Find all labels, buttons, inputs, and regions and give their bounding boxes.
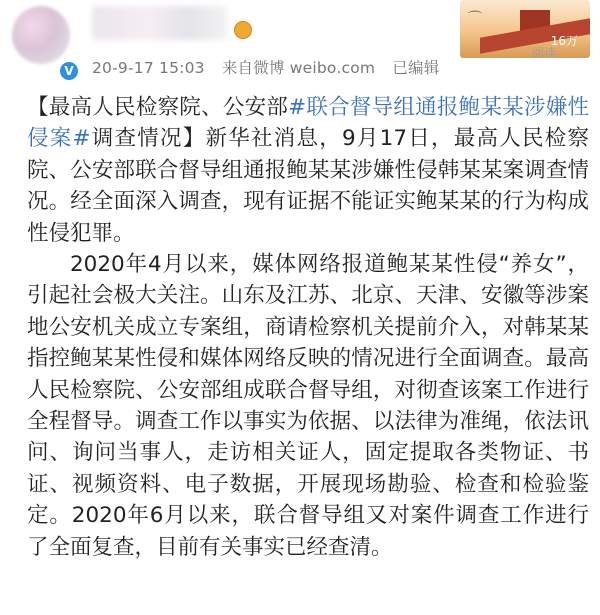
paragraph-1 <box>27 92 589 249</box>
vip-crown-icon <box>234 21 252 39</box>
verified-badge-icon: V <box>58 60 80 82</box>
post-meta <box>92 56 451 78</box>
username-blurred[interactable] <box>92 6 227 40</box>
paragraph-2: 2020年4月以来，媒体网络报道鲍某某性侵“养女”，引起社会极大关注。山东及江苏、北京、天津、安徽等涉案地公安机关成立专案组，商请检察机关提前介入，对韩某某指控鲍某某性侵和媒体网络反映的情况进行全面调查。最高人民检察院、公安部组成联合督导组，对彻查该案工作进行全程督导。调查工作以事实为依据、以法律为准绳，依法讯问、询问当事人，走访相关证人，固定提取各类物证、书证、视频资料、电子数据，开展现场勘验、检查和检验鉴定。2020年6月以来，联合督导组又对案件调查工作进行了全面复查，目前有关事实已经查清。 <box>27 252 589 560</box>
avatar[interactable] <box>12 6 70 64</box>
post-source: 来自微博 weibo.com <box>221 59 376 77</box>
thumbnail-label: 16万 <box>550 34 578 48</box>
post-time[interactable]: 20-9-17 15:03 <box>92 59 205 77</box>
post-body <box>27 92 589 563</box>
edited-label[interactable]: 已编辑 <box>392 59 440 77</box>
read-label: 阅读 <box>532 46 557 60</box>
post-header <box>0 0 600 90</box>
great-wall-thumbnail[interactable] <box>460 0 590 58</box>
bracket-open: 【 <box>27 95 49 120</box>
paragraph-1-text: 调查情况】新华社消息，9月17日，最高人民检察院、公安部联合督导组通报鲍某某涉嫌性侵韩某某案调查情况。经全面深入调查，现有证据不能证实鲍某某的行为构成性侵犯罪。 <box>27 126 589 246</box>
bird-icon: ⌒ <box>468 11 482 27</box>
post-source-label: 最高人民检察院、公安部 <box>48 95 289 120</box>
topic-hashtag-link[interactable]: #联合督导组通报鲍某某涉嫌性侵案# <box>27 95 589 152</box>
